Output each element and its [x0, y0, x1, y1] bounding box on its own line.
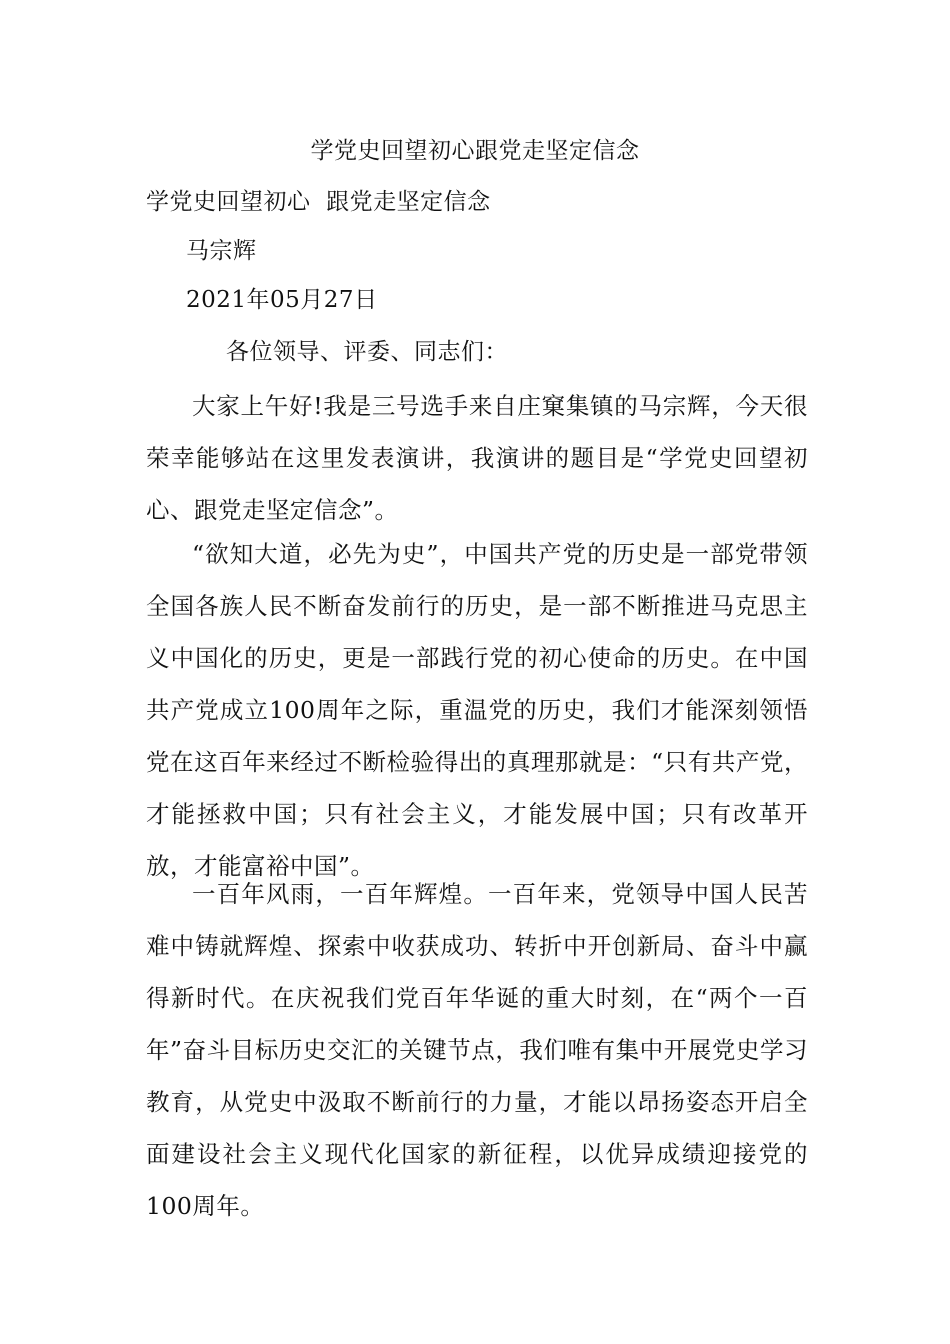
body-paragraph: 一百年风雨，一百年辉煌。一百年来，党领导中国人民苦难中铸就辉煌、探索中收获成功、转折中开创新局、奋斗中赢得新时代。在庆祝我们党百年华诞的重大时刻，在“两个一百年”奋斗目标历史交汇的关键节点，我们唯有集中开展党史学习教育，从党史中汲取不断前行的力量，才能以昂扬姿态开启全面建设社会主义现代化国家的新征程，以优异成绩迎接党的100周年。 [146, 880, 808, 1220]
document-subtitle: 学党史回望初心 跟党走坚定信念 [146, 189, 491, 215]
greeting-line: 各位领导、评委、同志们： [226, 339, 508, 365]
author-name: 马宗辉 [186, 238, 257, 264]
document-date: 2021年05月27日 [186, 287, 378, 313]
document-title: 学党史回望初心跟党走坚定信念 [310, 138, 640, 164]
body-paragraph: 大家上午好!我是三号选手来自庄窠集镇的马宗辉，今天很荣幸能够站在这里发表演讲，我演讲的题目是“学党史回望初心、跟党走坚定信念”。 [146, 392, 808, 524]
body-paragraph: “欲知大道，必先为史”，中国共产党的历史是一部党带领全国各族人民不断奋发前行的历史，是一部不断推进马克思主义中国化的历史，更是一部践行党的初心使命的历史。在中国共产党成立100周年之际，重温党的历史，我们才能深刻领悟党在这百年来经过不断检验得出的真理那就是：“只有共产党，才能拯救中国；只有社会主义，才能发展中国；只有改革开放，才能富裕中国”。 [146, 540, 808, 880]
